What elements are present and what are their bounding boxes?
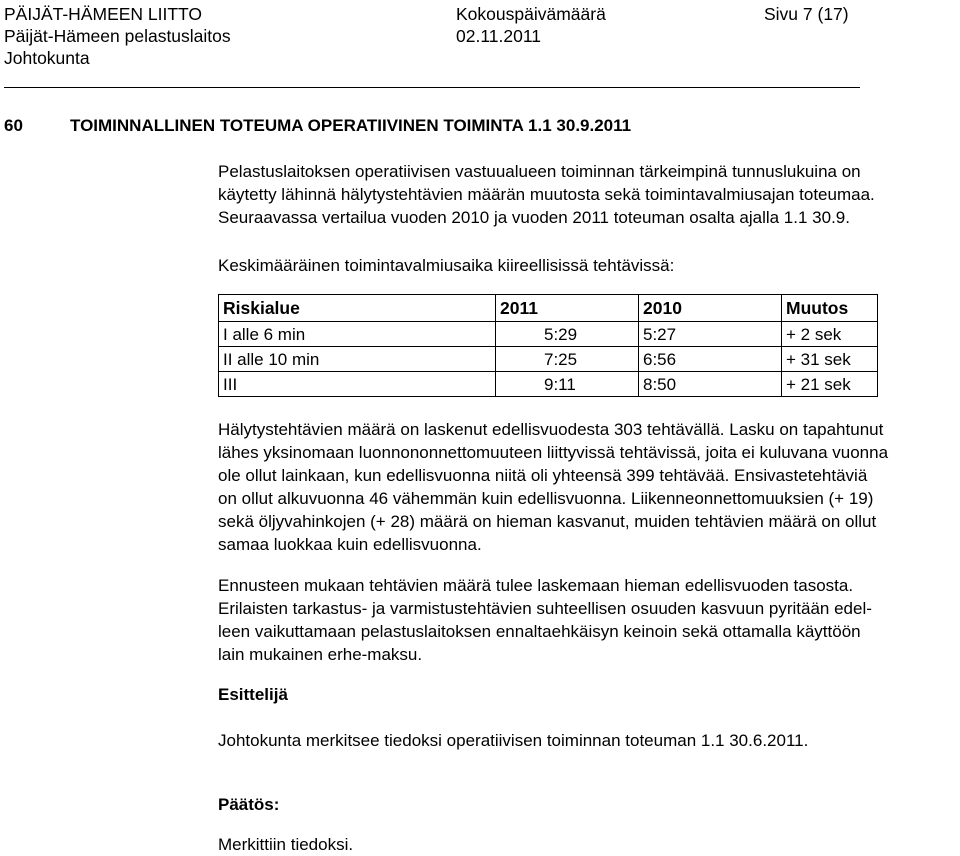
cell-2010: 8:50 xyxy=(639,372,782,397)
cell-2010: 6:56 xyxy=(639,347,782,372)
cell-2010: 5:27 xyxy=(639,322,782,347)
section-title: TOIMINNALLINEN TOTEUMA OPERATIIVINEN TOIMINTA 1.1 30.9.2011 xyxy=(70,116,632,135)
decision-heading: Päätös: xyxy=(218,795,280,814)
cell-2011: 7:25 xyxy=(496,347,639,372)
presenter-heading: Esittelijä xyxy=(218,685,288,704)
paragraph-line: lain mukainen erhe-maksu. xyxy=(218,645,423,664)
section-number: 60 xyxy=(4,116,23,135)
cell-risk-area: III xyxy=(219,372,496,397)
response-time-table xyxy=(218,294,878,397)
column-header-2010: 2010 xyxy=(639,295,782,322)
paragraph-line: Erilaisten tarkastus- ja varmistustehtävien suhteellisen osuuden kasvuun pyritään edel- xyxy=(218,599,872,618)
intro-line: Pelastuslaitoksen operatiivisen vastuualueen toiminnan tärkeimpinä tunnuslukuina on xyxy=(218,162,861,181)
paragraph-line: leen vaikuttamaan pelastuslaitoksen ennaltaehkäisyn keinoin sekä ottamalla käyttöön xyxy=(218,622,861,641)
table-caption: Keskimääräinen toimintavalmiusaika kiireellisissä tehtävissä: xyxy=(218,256,675,275)
decision-text: Merkittiin tiedoksi. xyxy=(218,835,354,854)
alarm-tasks-paragraph xyxy=(218,418,958,556)
header-divider xyxy=(4,87,860,88)
cell-change: + 21 sek xyxy=(782,372,878,397)
intro-line: Seuraavassa vertailua vuoden 2010 ja vuoden 2011 toteuman osalta ajalla 1.1 30.9. xyxy=(218,208,850,227)
column-header-2011: 2011 xyxy=(496,295,639,322)
proposal-text: Johtokunta merkitsee tiedoksi operatiivisen toiminnan toteuman 1.1 30.6.2011. xyxy=(218,731,809,750)
header-unit: Päijät-Hämeen pelastuslaitos xyxy=(4,26,231,46)
cell-2011: 9:11 xyxy=(496,372,639,397)
cell-risk-area: II alle 10 min xyxy=(219,347,496,372)
cell-risk-area: I alle 6 min xyxy=(219,322,496,347)
paragraph-line: Ennusteen mukaan tehtävien määrä tulee laskemaan hieman edellisvuoden tasosta. xyxy=(218,576,854,595)
intro-paragraph xyxy=(218,160,958,229)
header-body: Johtokunta xyxy=(4,48,90,68)
paragraph-line: on ollut alkuvuonna 46 vähemmän kuin edellisvuonna. Liikenneonnettomuuksien (+ 19) xyxy=(218,489,874,508)
paragraph-line: Hälytystehtävien määrä on laskenut edellisvuodesta 303 tehtävällä. Lasku on tapahtunut xyxy=(218,420,884,439)
header-date-label: Kokouspäivämäärä xyxy=(456,4,606,24)
table-row xyxy=(219,372,878,397)
cell-change: + 2 sek xyxy=(782,322,878,347)
column-header-risk-area: Riskialue xyxy=(219,295,496,322)
paragraph-line: ole ollut lainkaan, kun edellisvuonna niitä oli yhteensä 399 tehtävää. Ensivastetehtäviä xyxy=(218,466,868,485)
paragraph-line: samaa luokkaa kuin edellisvuonna. xyxy=(218,535,482,554)
cell-change: + 31 sek xyxy=(782,347,878,372)
column-header-change: Muutos xyxy=(782,295,878,322)
table-header-row xyxy=(219,295,878,322)
header-date-value: 02.11.2011 xyxy=(456,26,541,46)
paragraph-line: sekä öljyvahinkojen (+ 28) määrä on hieman kasvanut, muiden tehtävien määrä on ollut xyxy=(218,512,877,531)
intro-line: käytetty lähinnä hälytystehtävien määrän muutosta sekä toimintavalmiusajan toteumaa. xyxy=(218,185,875,204)
cell-2011: 5:29 xyxy=(496,322,639,347)
table-row xyxy=(219,322,878,347)
header-page-number: Sivu 7 (17) xyxy=(764,4,849,24)
header-org: PÄIJÄT-HÄMEEN LIITTO xyxy=(4,4,203,24)
paragraph-line: lähes yksinomaan luonnononnettomuuteen liittyvissä tehtävissä, joita ei kuluvana vuonna xyxy=(218,443,889,462)
table-row xyxy=(219,347,878,372)
forecast-paragraph xyxy=(218,574,958,666)
